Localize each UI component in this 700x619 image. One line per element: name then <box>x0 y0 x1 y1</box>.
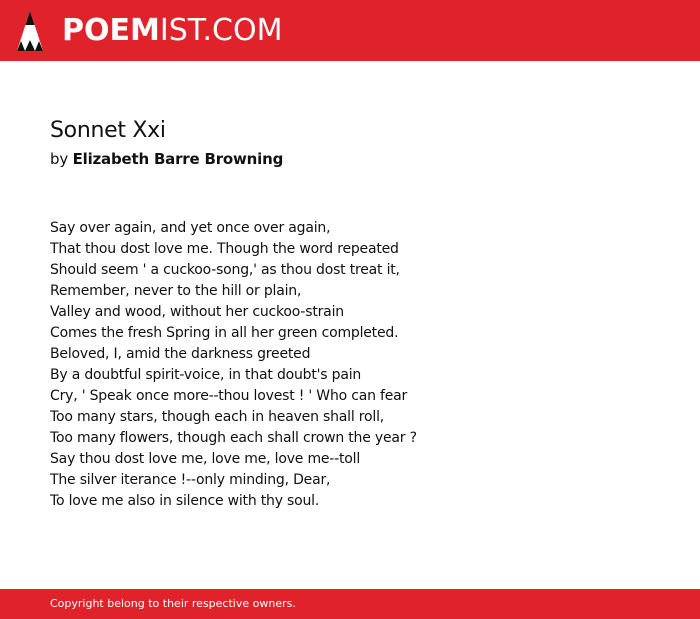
poem-line: Comes the fresh Spring in all her green completed. <box>50 325 399 341</box>
poem-line: Too many stars, though each in heaven shall roll, <box>50 409 385 425</box>
site-logo-text <box>62 13 283 48</box>
poem-content <box>50 116 670 512</box>
pencil-tip-icon <box>16 10 44 52</box>
site-header <box>0 0 700 61</box>
site-footer <box>0 589 700 619</box>
poem-body <box>50 218 670 512</box>
poem-line: That thou dost love me. Though the word repeated <box>50 241 399 257</box>
poem-line: Remember, never to the hill or plain, <box>50 283 302 299</box>
brand-light: IST.COM <box>159 13 283 48</box>
copyright-notice: Copyright belong to their respective owners. <box>50 597 296 610</box>
poem-line: By a doubtful spirit-voice, in that doubt's pain <box>50 367 362 383</box>
poem-line: Should seem ' a cuckoo-song,' as thou dost treat it, <box>50 262 400 278</box>
poem-line: Say thou dost love me, love me, love me--toll <box>50 451 361 467</box>
poem-line: Beloved, I, amid the darkness greeted <box>50 346 311 362</box>
by-label: by <box>50 150 68 168</box>
poem-line: To love me also in silence with thy soul. <box>50 493 320 509</box>
site-logo-link[interactable] <box>16 9 282 53</box>
poem-line: Too many flowers, though each shall crown the year ? <box>50 430 417 446</box>
poem-line: The silver iterance !--only minding, Dear, <box>50 472 331 488</box>
poem-byline <box>50 148 670 170</box>
poem-title: Sonnet Xxi <box>50 118 166 143</box>
poem-line: Say over again, and yet once over again, <box>50 220 331 236</box>
poem-line: Valley and wood, without her cuckoo-strain <box>50 304 344 320</box>
poem-line: Cry, ' Speak once more--thou lovest ! ' Who can fear <box>50 388 408 404</box>
poem-author[interactable]: Elizabeth Barre Browning <box>72 150 284 168</box>
brand-bold: POEM <box>62 13 160 48</box>
